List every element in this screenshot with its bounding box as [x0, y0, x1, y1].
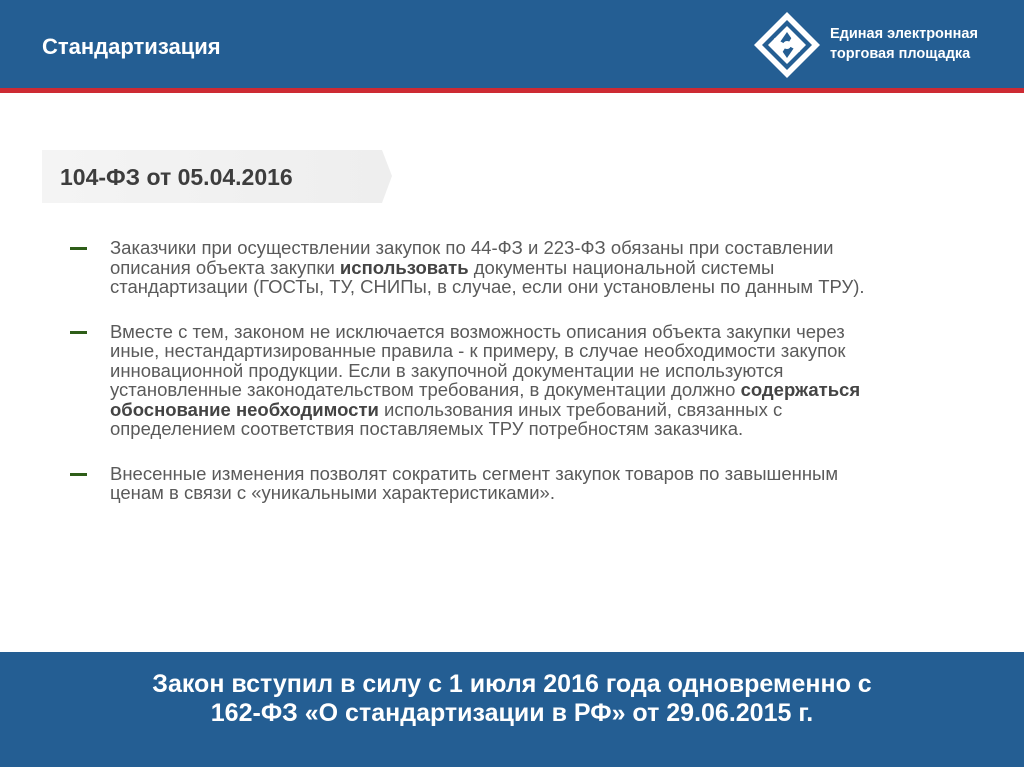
bold-text: содержаться обоснование необходимости: [110, 379, 861, 420]
text-segment: использования иных требований, связанных с определением соответствия поставляемых ТРУ потребностям заказчика.: [110, 398, 783, 439]
bullet-list: [70, 238, 890, 528]
logo-line-1: Единая электронная: [830, 26, 978, 42]
footer-line-1: Закон вступил в силу с 1 июля 2016 года одновременно с: [152, 670, 872, 698]
bullet-dash-icon: [70, 247, 87, 250]
header-bar: [0, 0, 1024, 88]
list-item: [70, 238, 890, 297]
text-segment: Внесенные изменения позволят сократить сегмент закупок товаров по завышенным ценам в связи с «уникальными характеристиками».: [110, 462, 839, 503]
text-segment: Заказчики при осуществлении закупок по 44-ФЗ и 223-ФЗ обязаны при составлении описания объекта закупки: [110, 237, 834, 278]
text-segment: документы национальной системы стандартизации (ГОСТы, ТУ, СНИПы, в случае, если они установлены по данным ТРУ).: [110, 256, 865, 297]
etp-logo-icon: [752, 10, 822, 80]
footer-bar: [0, 652, 1024, 767]
list-item: [70, 464, 890, 503]
bold-text: использовать: [339, 256, 469, 278]
law-banner: [42, 150, 392, 203]
page-title: Стандартизация: [42, 34, 221, 59]
logo-text: [830, 24, 978, 64]
footer-text: [0, 670, 1024, 728]
bullet-text: [110, 464, 890, 503]
bullet-text: [110, 322, 890, 439]
bullet-text: [110, 238, 890, 297]
logo-line-2: торговая площадка: [830, 46, 971, 62]
logo: [752, 10, 1012, 80]
bullet-dash-icon: [70, 331, 87, 334]
list-item: [70, 322, 890, 439]
header-accent-line: [0, 88, 1024, 93]
footer-line-2: 162-ФЗ «О стандартизации в РФ» от 29.06.2015 г.: [210, 699, 814, 727]
text-segment: Вместе с тем, законом не исключается возможность описания объекта закупки через иные, нестандартизированные правила - к примеру, в случае необходимости закупок инновационной продукции. Если в закупочной документации не используются установленные законодательством требования, в документации должно: [110, 320, 846, 400]
law-title: 104-ФЗ от 05.04.2016: [60, 164, 293, 190]
bullet-dash-icon: [70, 473, 87, 476]
